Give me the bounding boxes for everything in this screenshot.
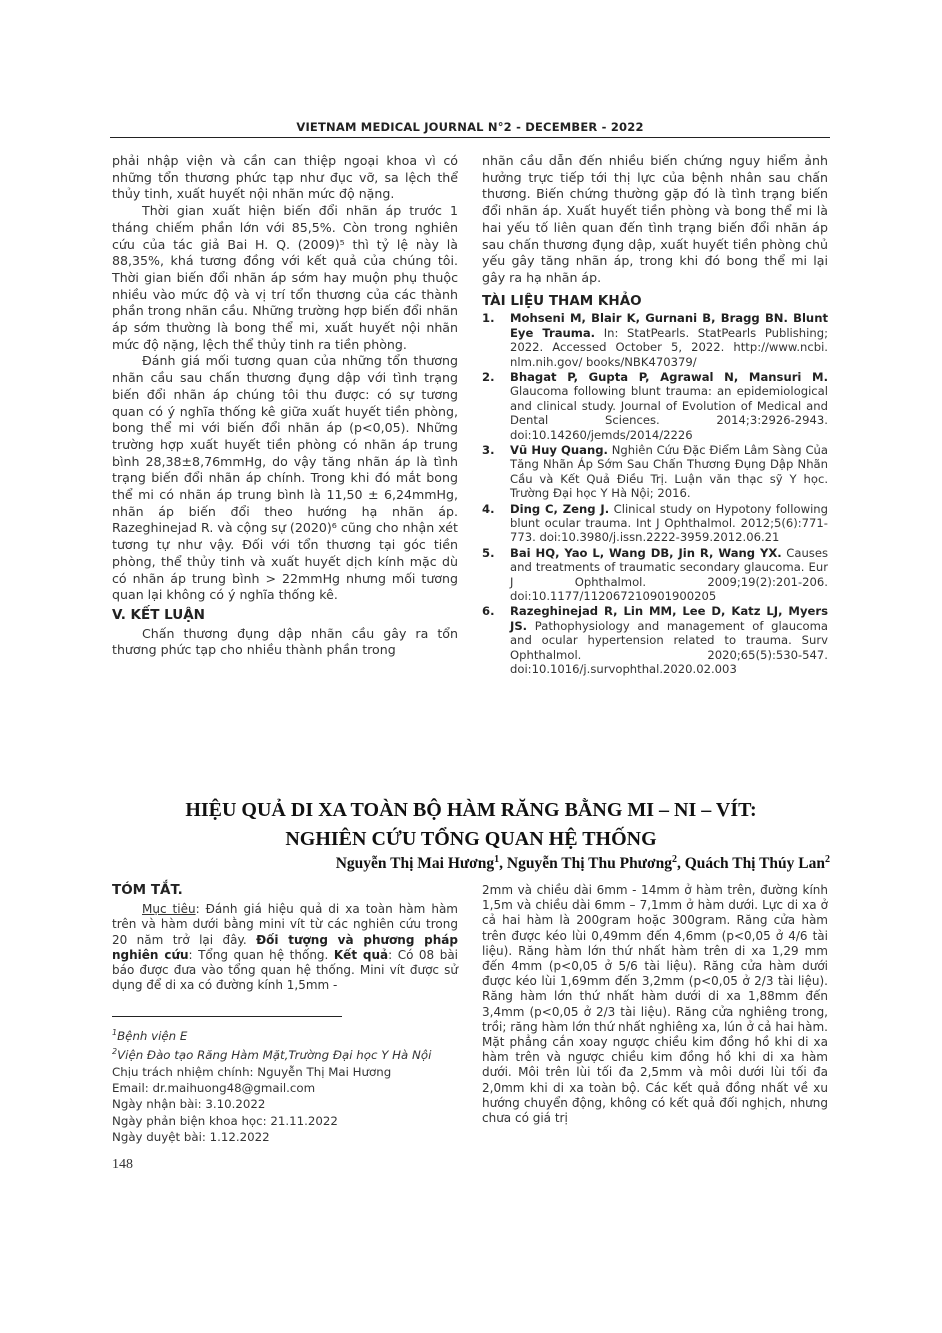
affiliation-number: 2 [112, 1047, 118, 1057]
author-name: Quách Thị Thúy Lan [684, 855, 825, 873]
footnotes [112, 1025, 458, 1146]
article-title-line: HIỆU QUẢ DI XA TOÀN BỘ HÀM RĂNG BẰNG MI – NI – VÍT: [185, 799, 757, 821]
email: Email: dr.maihuong48@gmail.com [112, 1081, 316, 1096]
running-header: VIETNAM MEDICAL JOURNAL N°2 - DECEMBER - 2022 [296, 120, 644, 134]
date-reviewed: Ngày phản biện khoa học: 21.11.2022 [112, 1113, 338, 1128]
reference-item [482, 443, 828, 501]
reference-item [482, 311, 828, 369]
paragraph: nhãn cầu dẫn đến nhiều biến chứng nguy hiểm ảnh hưởng trực tiếp tới thị lực của bệnh nhân sau chấn thương. Biến chứng thường gặp đó là tình trạng biến đổi nhãn áp. Xuất huyết tiền phòng và bong thể mi là hai yếu tố liên quan đến tình trạng biến đổi nhãn áp sau chấn thương đụng dập, xuất huyết tiền phòng chủ yếu gây tăng nhãn áp, trong khi đó bong thể mi lại gây ra hạ nhãn áp. [482, 153, 828, 285]
footnote-rule [112, 1016, 342, 1017]
reference-details: Clinical study on Hypotony following blunt ocular trauma. Int J Ophthalmol. 2012;5(6):771-773. doi:10.3980/j.issn.2222-3959.2012.06.21 [510, 501, 828, 545]
author-affiliation: 2 [825, 854, 830, 865]
reference-number: 3. [482, 442, 495, 457]
methods-label: Đối tượng và phương pháp nghiên cứu [112, 932, 458, 962]
reference-details: Glaucoma following blunt trauma: an epidemiological and clinical study. Journal of Evolution of Medical and Dental Sciences. 2014;3:2926-2943. doi:10.14260/jemds/2014/2226 [510, 384, 828, 442]
left-column [112, 153, 458, 659]
abstract-right [482, 883, 828, 1126]
reference-details: In: StatPearls. StatPearls Publishing; 2022. Accessed October 5, 2022. http://www.ncbi. nlm.nih.gov/ books/NBK470379/ [510, 325, 828, 369]
reference-number: 1. [482, 311, 495, 326]
author-separator: , [676, 855, 685, 873]
author-affiliation: 1 [494, 854, 500, 865]
corresponding-author: Chịu trách nhiệm chính: Nguyễn Thị Mai Hương [112, 1064, 392, 1079]
results-text: : Có 08 bài báo được đưa vào tổng quan hệ thống. Mini vít được sử dụng để di xa có đường kính 1,5mm - [112, 947, 459, 993]
affiliation-text: Bệnh viện E [117, 1028, 188, 1043]
paragraph: phải nhập viện và cần can thiệp ngoại khoa vì có những tổn thương phức tạp như đục vỡ, sa lệch thể thủy tinh, xuất huyết nội nhãn mức độ nặng. [112, 153, 458, 202]
affiliation [112, 1025, 458, 1044]
reference-authors: Razeghinejad R, Lin MM, Lee D, Katz LJ, Myers JS. [510, 604, 828, 633]
reference-authors: Vũ Huy Quang. [510, 442, 608, 457]
author-affiliation: 2 [671, 854, 677, 865]
right-column [482, 153, 828, 677]
reference-number: 6. [482, 604, 495, 619]
header-rule [110, 137, 830, 138]
methods-text: : Tổng quan hệ thống. [188, 947, 334, 962]
abstract-left [112, 883, 458, 993]
reference-number: 4. [482, 501, 495, 516]
abstract-heading: TÓM TẮT. [112, 882, 183, 898]
author-list [336, 854, 830, 873]
reference-number: 5. [482, 545, 495, 560]
reference-item [482, 502, 828, 545]
page-number: 148 [112, 1157, 133, 1172]
date-received: Ngày nhận bài: 3.10.2022 [112, 1097, 266, 1112]
date-accepted: Ngày duyệt bài: 1.12.2022 [112, 1130, 270, 1145]
author-separator: , [499, 855, 507, 873]
reference-number: 2. [482, 369, 495, 384]
conclusion-heading: V. KẾT LUẬN [112, 606, 205, 623]
reference-authors: Mohseni M, Blair K, Gurnani B, Bragg BN. [510, 311, 788, 326]
reference-item [482, 604, 828, 676]
author-name: Nguyễn Thị Thu Phương [506, 855, 672, 873]
reference-authors: Bai HQ, Yao L, Wang DB, Jin R, Wang YX. [510, 545, 782, 560]
article-title-line: NGHIÊN CỨU TỔNG QUAN HỆ THỐNG [285, 828, 657, 850]
reference-title: Blunt Eye Trauma. [510, 311, 828, 340]
reference-details: Nghiên Cứu Đặc Điểm Lâm Sàng Của Tăng Nhãn Áp Sớm Sau Chấn Thương Đụng Dập Nhãn Cầu và Kết Quả Điều Trị. Luận văn thạc sỹ Y học. Trường Đại học Y Hà Nội; 2016. [510, 442, 828, 501]
references-list [482, 311, 828, 676]
reference-authors: Bhagat P, Gupta P, Agrawal N, Mansuri M. [510, 369, 828, 384]
reference-details: Pathophysiology and management of glaucoma and ocular hypertension related to trauma. Surv Ophthalmol. 2020;65(5):530-547. doi:10.1016/j.survophthal.2020.02.003 [510, 618, 828, 677]
reference-item [482, 546, 828, 604]
reference-item [482, 370, 828, 442]
conclusion-paragraph: Chấn thương đụng dập nhãn cầu gây ra tổn thương phức tạp cho nhiều thành phần trong [112, 625, 458, 658]
abstract-continued: 2mm và chiều dài 6mm - 14mm ở hàm trên, đường kính 1,5m và chiều dài 6mm – 7,1mm ở hàm dưới. Lực di xa ở cả hai hàm là 200gram hoặc 300gram. Răng cửa hàm trên được kéo lùi 0,49mm đến 4,6mm (p<0,05 ở 4/6 tài liệu). Răng hàm lớn thứ nhất hàm trên di xa 1,29 mm đến 4mm (p<0,05 ở 5/6 tài liệu). Răng cửa hàm dưới được kéo lùi 1,69mm đến 3,2mm (p<0,05 ở 2/3 tài liệu). Răng hàm lớn thứ nhất hàm dưới di xa 1,88mm đến 3,4mm (p<0,05 ở 2/3 tài liệu). Răng cửa nghiêng trong, trồi; răng hàm lớn thứ nhất nghiêng xa, lún ở cả hai hàm. Mặt phẳng cắn xoay ngược chiều kim đồng hồ khi di xa hàm trên và ngược chiều kim đồng hồ khi di xa hàm dưới. Môi trên lùi tối đa 2,5mm và môi dưới lùi tối đa 2,0mm khi di xa toàn bộ. Các kết quả đồng nhất về xu hướng chuyển động, không có kết quả đối nghịch, nhưng chưa có giá trị [482, 883, 828, 1126]
paragraph: Thời gian xuất hiện biến đổi nhãn áp trước 1 tháng chiếm phần lớn với 85,5%. Còn trong nghiên cứu của tác giả Bai H. Q. (2009)⁵ thì tỷ lệ này là 88,35%, khá tương đồng với kết quả của chúng tôi. Thời gian biến đổi nhãn áp sớm hay muộn phụ thuộc nhiều vào mức độ và vị trí tổn thương của các thành phần trong nhãn cầu. Những trường hợp biến đổi nhãn áp sớm thường là bong thể mi, xuất huyết nội nhãn mức độ nặng, lệch thể thủy tinh ra tiền phòng. [112, 203, 458, 352]
abstract-paragraph [112, 902, 458, 993]
results-label: Kết quả [333, 947, 389, 962]
objective-label: Mục tiêu [142, 902, 196, 917]
objective-text: : Đánh giá hiệu quả di xa toàn hàm hàm trên và hàm dưới bằng mini vít từ các nghiên cứu trong 20 năm trở lại đây. [112, 902, 458, 947]
affiliation [112, 1044, 458, 1063]
references-heading: TÀI LIỆU THAM KHẢO [482, 292, 642, 309]
author-name: Nguyễn Thị Mai Hương [335, 855, 495, 873]
affiliation-number: 1 [112, 1028, 118, 1037]
paragraph: Đánh giá mối tương quan của những tổn thương nhãn cầu sau chấn thương đụng dập với tình trạng biến đổi nhãn áp chúng tôi thu được: có sự tương quan có ý nghĩa thống kê giữa xuất huyết tiền phòng, bong thể mi với biến đổi nhãn áp (p<0,05). Những trường hợp xuất huyết tiền phòng có nhãn áp trung bình 28,38±8,76mmHg, do vậy tăng nhãn áp là tình trạng biến đổi nhãn áp chính. Trong khi đó mắt bong thể mi có nhãn áp trung bình là 11,50 ± 6,24mmHg, nhãn áp biến đổi theo hướng hạ nhãn áp. Razeghinejad R. và cộng sự (2020)⁶ cũng cho nhận xét tương tự như vậy. Đối với tổn thương tại góc tiền phòng, thể thủy tinh và xuất huyết dịch kính mặc dù có nhãn áp trung bình > 22mmHg nhưng mối tương quan lại không có ý nghĩa thống kê. [112, 353, 458, 603]
reference-details: Causes and treatments of traumatic secondary glaucoma. Eur J Ophthalmol. 2009;19(2):201-206. doi:10.1177/112067210901900205 [510, 545, 829, 604]
reference-authors: Ding C, Zeng J. [510, 501, 610, 516]
article-title [110, 796, 832, 854]
affiliation-text: Viện Đào tạo Răng Hàm Mặt,Trường Đại học Y Hà Nội [117, 1048, 432, 1063]
